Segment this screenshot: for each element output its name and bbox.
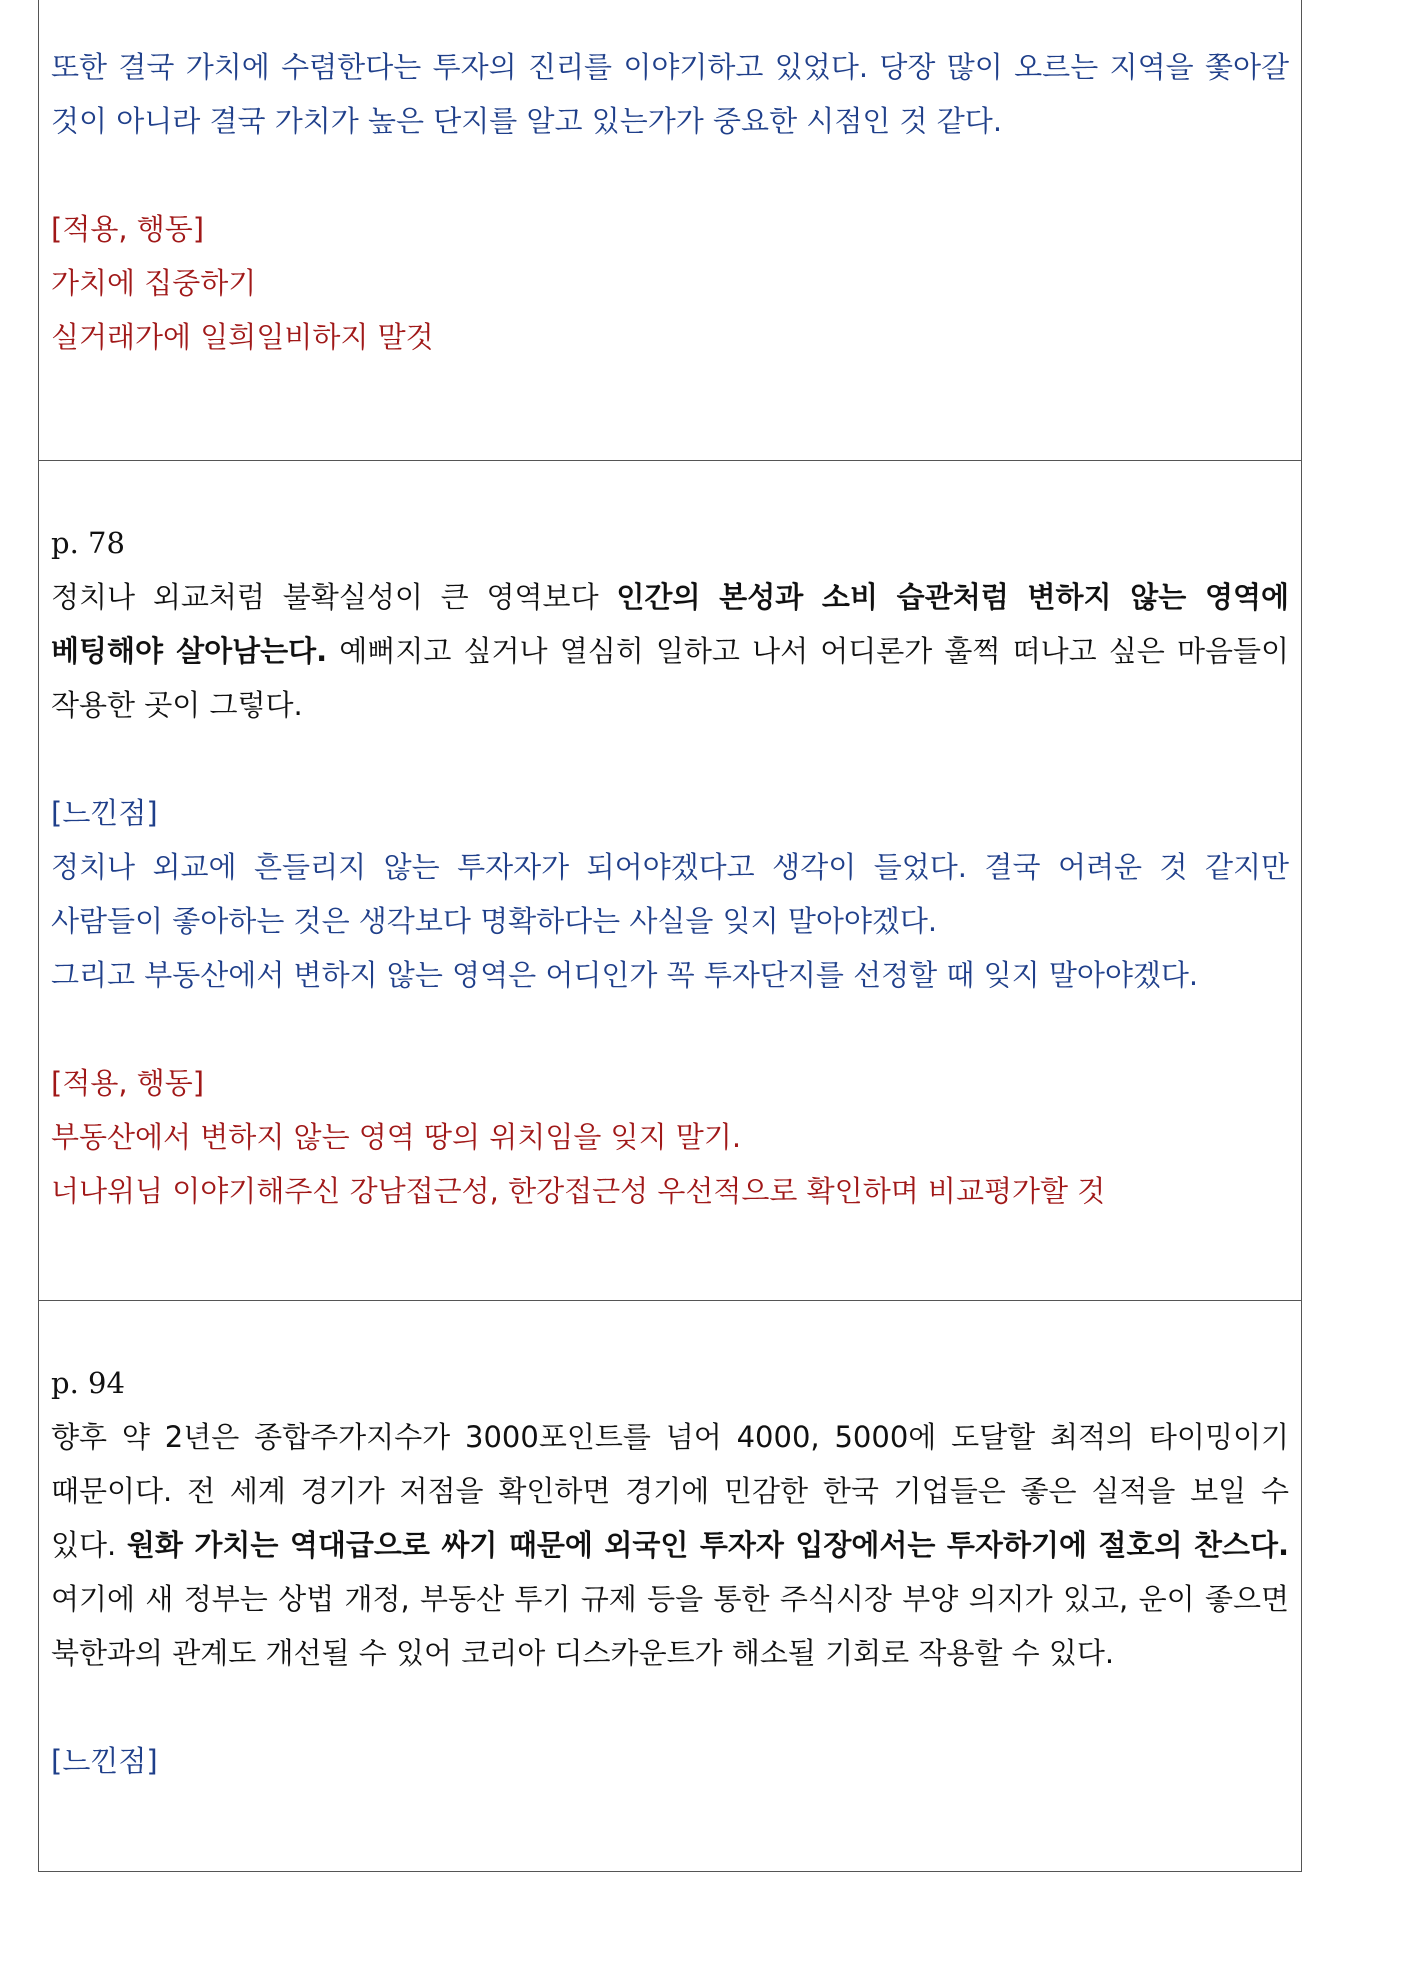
quote-highlight: 인간의 본성과 소비 습관처럼 변하지 않는 영역에 베팅해야 살아남는다.: [51, 580, 1289, 668]
reading-notes-table: [38, 0, 1302, 1872]
note-cell-3: [39, 1300, 1301, 1871]
feeling-heading: [느낀점]: [51, 1744, 158, 1778]
feeling-text: 정치나 외교에 흔들리지 않는 투자자가 되어야겠다고 생각이 들었다. 결국 어려운 것 같지만 사람들이 좋아하는 것은 생각보다 명확하다는 사실을 잊지 말아야겠다.: [51, 850, 1289, 938]
page-label: p. 94: [51, 1366, 125, 1400]
quote-text: 정치나 외교처럼 불확실성이 큰 영역보다: [51, 580, 617, 614]
action-line: 실거래가에 일희일비하지 말것: [51, 320, 434, 354]
feeling-text: 또한 결국 가치에 수렴한다는 투자의 진리를 이야기하고 있었다. 당장 많이 오르는 지역을 쫓아갈 것이 아니라 결국 가치가 높은 단지를 알고 있는가가 중요한 시점인 것 같다.: [51, 50, 1289, 138]
book-quote: [51, 1410, 1289, 1680]
feeling-text: 그리고 부동산에서 변하지 않는 영역은 어디인가 꼭 투자단지를 선정할 때 잊지 말아야겠다.: [51, 958, 1199, 992]
quote-text: 예뻐지고 싶거나 열심히 일하고 나서 어디론가 훌쩍 떠나고 싶은 마음들이 작용한 곳이 그렇다.: [51, 634, 1289, 722]
action-heading: [적용, 행동]: [51, 1066, 205, 1100]
quote-highlight: 원화 가치는 역대급으로 싸기 때문에 외국인 투자자 입장에서는 투자하기에 절호의 찬스다.: [126, 1528, 1290, 1562]
action-line: 너나위님 이야기해주신 강남접근성, 한강접근성 우선적으로 확인하며 비교평가할 것: [51, 1174, 1106, 1208]
quote-text: 여기에 새 정부는 상법 개정, 부동산 투기 규제 등을 통한 주식시장 부양 의지가 있고, 운이 좋으면 북한과의 관계도 개선될 수 있어 코리아 디스카운트가 해소될 기회로 작용할 수 있다.: [51, 1582, 1289, 1670]
page-label: p. 78: [51, 526, 125, 560]
action-heading: [적용, 행동]: [51, 212, 205, 246]
quote-text: 향후 약 2년은 종합주가지수가 3000포인트를 넘어 4000, 5000에 도달할 최적의 타이밍이기 때문이다. 전 세계 경기가 저점을 확인하면 경기에 민감한 한국 기업들은 좋은 실적을 보일 수 있다.: [51, 1420, 1289, 1562]
note-cell-1: [39, 0, 1301, 460]
spacer: [51, 1680, 1289, 1734]
action-line: 부동산에서 변하지 않는 영역 땅의 위치임을 잊지 말기.: [51, 1120, 742, 1154]
feeling-heading: [느낀점]: [51, 796, 158, 830]
spacer: [51, 732, 1289, 786]
spacer: [51, 148, 1289, 202]
note-cell-2: [39, 460, 1301, 1300]
spacer: [51, 1002, 1289, 1056]
action-line: 가치에 집중하기: [51, 266, 257, 300]
book-quote: [51, 570, 1289, 732]
